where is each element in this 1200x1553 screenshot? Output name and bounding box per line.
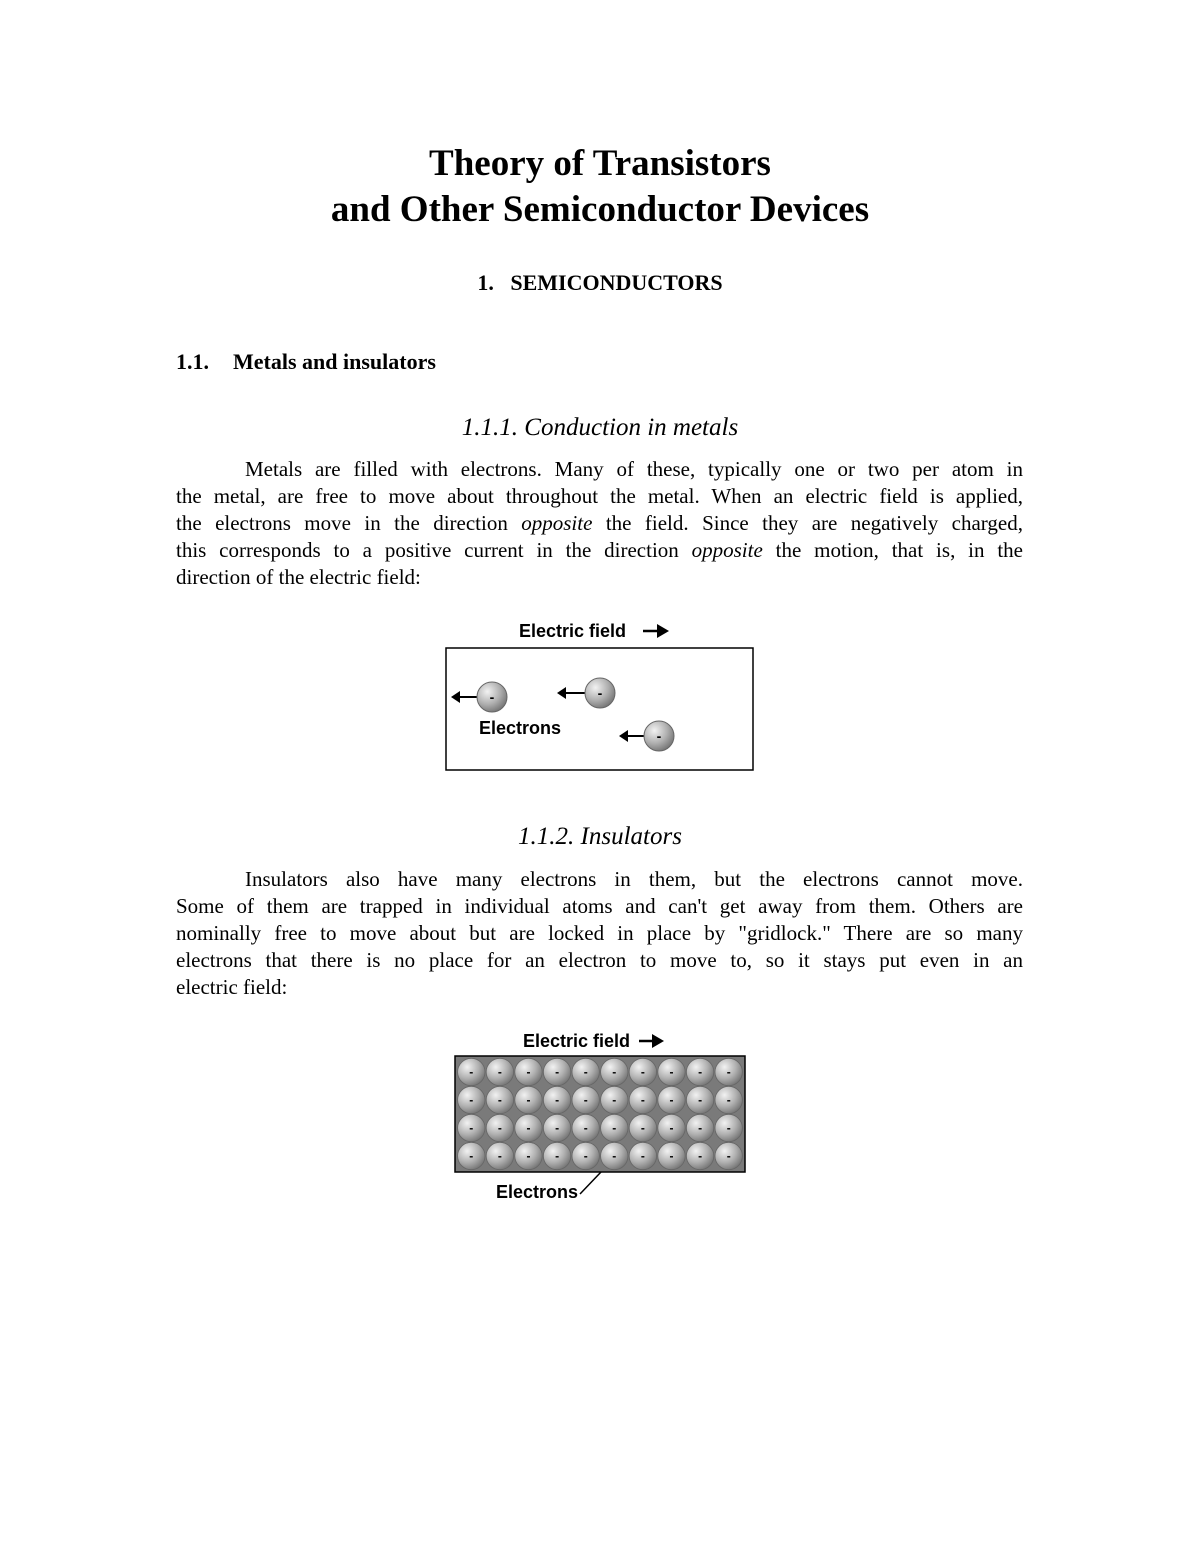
electric-field-arrow-icon (643, 624, 669, 638)
figure-metal-svg (445, 615, 755, 775)
electron-charge: - (497, 1149, 502, 1163)
electron (458, 1086, 485, 1113)
electron (486, 1114, 513, 1141)
electron-charge: - (489, 689, 495, 705)
electron (515, 1142, 542, 1169)
electric-field-label: Electric field (523, 1031, 631, 1051)
electron (629, 1058, 656, 1085)
electron (515, 1058, 542, 1085)
electron (458, 1058, 485, 1085)
paragraph-line: the metal, are free to move about throughout the metal. When an electric field is applied, (176, 484, 1023, 508)
electron (715, 1086, 742, 1113)
paragraph-line: nominally free to move about but are locked in place by "gridlock." There are so many (176, 921, 1023, 945)
electron (458, 1114, 485, 1141)
electron (543, 1142, 570, 1169)
section-number: 1.1. (176, 349, 209, 374)
paragraph-insulators (176, 866, 1023, 1001)
electron (658, 1058, 685, 1085)
electron (658, 1114, 685, 1141)
section-title: Metals and insulators (233, 349, 436, 374)
section-heading (176, 349, 436, 375)
electron-charge: - (698, 1149, 703, 1163)
electron (486, 1058, 513, 1085)
electron (658, 1086, 685, 1113)
electron-charge: - (698, 1065, 703, 1079)
chapter-heading (0, 270, 1200, 296)
electron-charge: - (555, 1149, 560, 1163)
electron (543, 1086, 570, 1113)
electron-charge: - (555, 1093, 560, 1107)
electron (572, 1086, 599, 1113)
electron (658, 1142, 685, 1169)
emphasis-opposite: opposite (521, 511, 593, 535)
electron (515, 1086, 542, 1113)
electron (686, 1114, 713, 1141)
electron-charge: - (669, 1149, 674, 1163)
electron-charge: - (555, 1065, 560, 1079)
electron (601, 1142, 628, 1169)
paragraph-line (176, 510, 1023, 537)
electron (515, 1114, 542, 1141)
electron-charge: - (698, 1093, 703, 1107)
electron (715, 1142, 742, 1169)
electron (572, 1058, 599, 1085)
electrons-pointer-line (580, 1172, 601, 1194)
electron (601, 1086, 628, 1113)
text-fragment: the field. Since they are negatively charged, (592, 511, 1023, 535)
electron-charge: - (469, 1065, 474, 1079)
electron (601, 1114, 628, 1141)
electron-charge: - (669, 1065, 674, 1079)
text-fragment: the motion, that is, in the (762, 538, 1023, 562)
electron (686, 1086, 713, 1113)
electron-charge: - (497, 1121, 502, 1135)
electron (629, 1114, 656, 1141)
electron (572, 1142, 599, 1169)
electron-charge: - (469, 1121, 474, 1135)
paragraph-line: direction of the electric field: (176, 565, 421, 589)
electron-charge: - (469, 1093, 474, 1107)
emphasis-opposite: opposite (691, 538, 763, 562)
electron-charge: - (612, 1121, 617, 1135)
electron-charge: - (726, 1093, 731, 1107)
electron (715, 1058, 742, 1085)
paragraph-line (176, 537, 1023, 564)
document-title-line-1: Theory of Transistors (429, 143, 771, 184)
figure-insulator (453, 1025, 753, 1205)
text-fragment: this corresponds to a positive current in the direction (176, 538, 692, 562)
electric-field-arrow-icon (639, 1034, 664, 1048)
electron-charge: - (669, 1121, 674, 1135)
paragraph-conduction (176, 456, 1023, 591)
electron-charge: - (583, 1149, 588, 1163)
electron (629, 1142, 656, 1169)
electron (486, 1142, 513, 1169)
electron-charge: - (526, 1121, 531, 1135)
electron (686, 1058, 713, 1085)
electron (486, 1086, 513, 1113)
electron-charge: - (640, 1149, 645, 1163)
electron-charge: - (526, 1149, 531, 1163)
electron (686, 1142, 713, 1169)
electron (601, 1058, 628, 1085)
figure-metal-conduction (445, 615, 755, 775)
electron (715, 1114, 742, 1141)
electron-charge: - (497, 1065, 502, 1079)
chapter-title: SEMICONDUCTORS (510, 270, 723, 295)
electron-charge: - (726, 1065, 731, 1079)
electron-charge: - (583, 1093, 588, 1107)
electron-charge: - (612, 1149, 617, 1163)
electron-charge: - (583, 1065, 588, 1079)
electron-charge: - (640, 1093, 645, 1107)
paragraph-line: electric field: (176, 975, 288, 999)
paragraph-line: Metals are filled with electrons. Many of these, typically one or two per atom in (245, 457, 1023, 481)
electron-charge: - (640, 1121, 645, 1135)
electron-charge: - (656, 728, 662, 744)
electron (543, 1058, 570, 1085)
electrons-label: Electrons (496, 1182, 579, 1202)
electron-charge: - (726, 1149, 731, 1163)
electrons-label: Electrons (479, 718, 562, 738)
text-fragment: the electrons move in the direction (176, 511, 522, 535)
document-title-line-2: and Other Semiconductor Devices (330, 189, 870, 230)
electron-charge: - (612, 1093, 617, 1107)
figure-insulator-svg (453, 1025, 753, 1205)
paragraph-line: Insulators also have many electrons in them, but the electrons cannot move. (245, 867, 1023, 891)
electron-charge: - (612, 1065, 617, 1079)
electron-charge: - (698, 1121, 703, 1135)
electron-charge: - (526, 1065, 531, 1079)
electron-charge: - (726, 1121, 731, 1135)
electron (572, 1114, 599, 1141)
subsection-heading-conduction: 1.1.1. Conduction in metals (461, 414, 739, 441)
electron-charge: - (469, 1149, 474, 1163)
paragraph-line: Some of them are trapped in individual atoms and can't get away from them. Others are (176, 894, 1023, 918)
electron-charge: - (597, 685, 603, 701)
electron-charge: - (555, 1121, 560, 1135)
electron (458, 1142, 485, 1169)
electron-charge: - (640, 1065, 645, 1079)
electric-field-label: Electric field (519, 621, 627, 641)
paragraph-line: electrons that there is no place for an electron to move to, so it stays put even in an (176, 948, 1023, 972)
subsection-heading-insulators: 1.1.2. Insulators (518, 823, 682, 850)
electron-charge: - (583, 1121, 588, 1135)
electron-charge: - (497, 1093, 502, 1107)
electron (629, 1086, 656, 1113)
electron (543, 1114, 570, 1141)
electron-charge: - (526, 1093, 531, 1107)
chapter-number: 1. (477, 270, 494, 295)
electron-charge: - (669, 1093, 674, 1107)
